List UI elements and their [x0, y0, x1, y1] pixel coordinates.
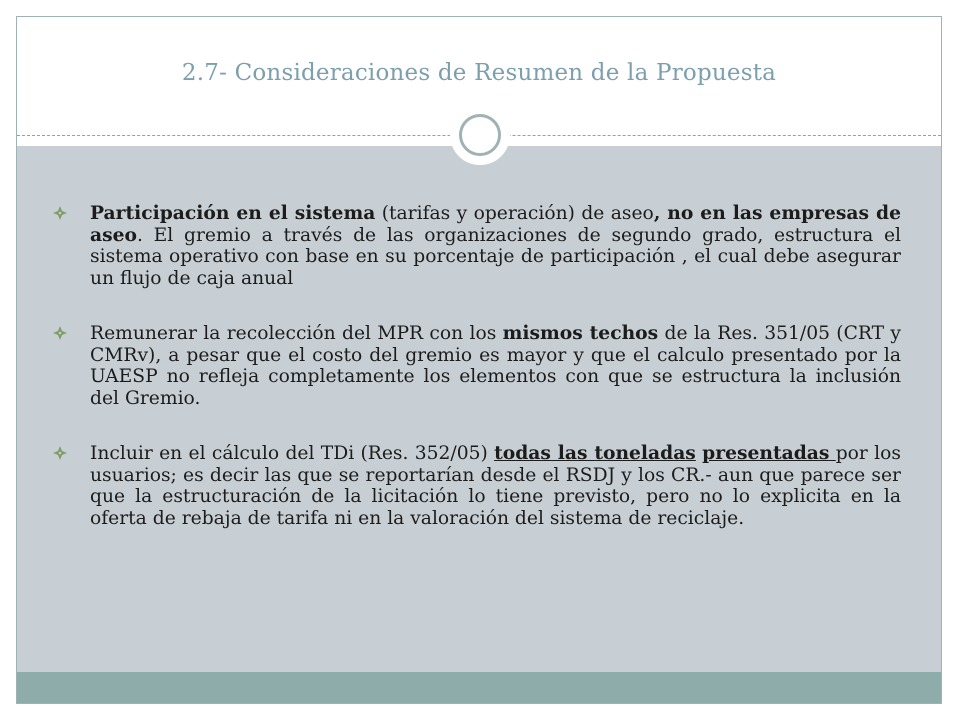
bullet-bold-text: mismos techos	[502, 322, 659, 344]
bullet-item-remunerar	[53, 323, 901, 409]
bullet-bold-text: Participación en el sistema	[90, 202, 376, 224]
bullet-text: de la Res. 351/05 (CRT y CMRv), a pesar que el costo del gremio es mayor y que el calculo presentado por la UAESP no refleja completamente los elementos con que se estructura la inclusión del Gremio.	[90, 323, 901, 409]
bullet-underlined-bold-text: todas las toneladas	[494, 442, 696, 464]
diamond-bullet-icon	[53, 326, 67, 340]
bullet-text: Remunerar la recolección del MPR con los	[90, 323, 503, 344]
bullet-item-incluir	[53, 443, 901, 529]
bullet-item-participacion	[53, 203, 901, 289]
bullet-text: por los usuarios; es decir las que se reportarían desde el RSDJ y los CR.- aun que parece ser que la estructuración de la licitación lo tiene previsto, pero no lo explicita en la oferta de rebaja de tarifa ni en la valoración del sistema de reciclaje.	[90, 443, 901, 529]
bullet-list	[53, 203, 901, 563]
bullet-underlined-bold-text: presentadas	[702, 442, 830, 464]
bullet-text: (tarifas y operación) de aseo	[375, 203, 654, 224]
slide-title: 2.7- Consideraciones de Resumen de la Propuesta	[181, 60, 777, 86]
bullet-bold-text: , no en las empresas de aseo	[90, 202, 901, 246]
diamond-bullet-icon	[53, 446, 67, 460]
bullet-text: Incluir en el cálculo del TDi (Res. 352/05)	[90, 443, 495, 464]
content-area	[17, 146, 941, 672]
circle-ornament-icon	[450, 105, 510, 165]
diamond-bullet-icon	[53, 206, 67, 220]
circle-ring	[459, 114, 501, 156]
footer-band	[17, 672, 941, 704]
bullet-text: . El gremio a través de las organizaciones de segundo grado, estructura el sistema operativo con base en su porcentaje de participación , el cual debe asegurar un flujo de caja anual	[90, 224, 901, 289]
